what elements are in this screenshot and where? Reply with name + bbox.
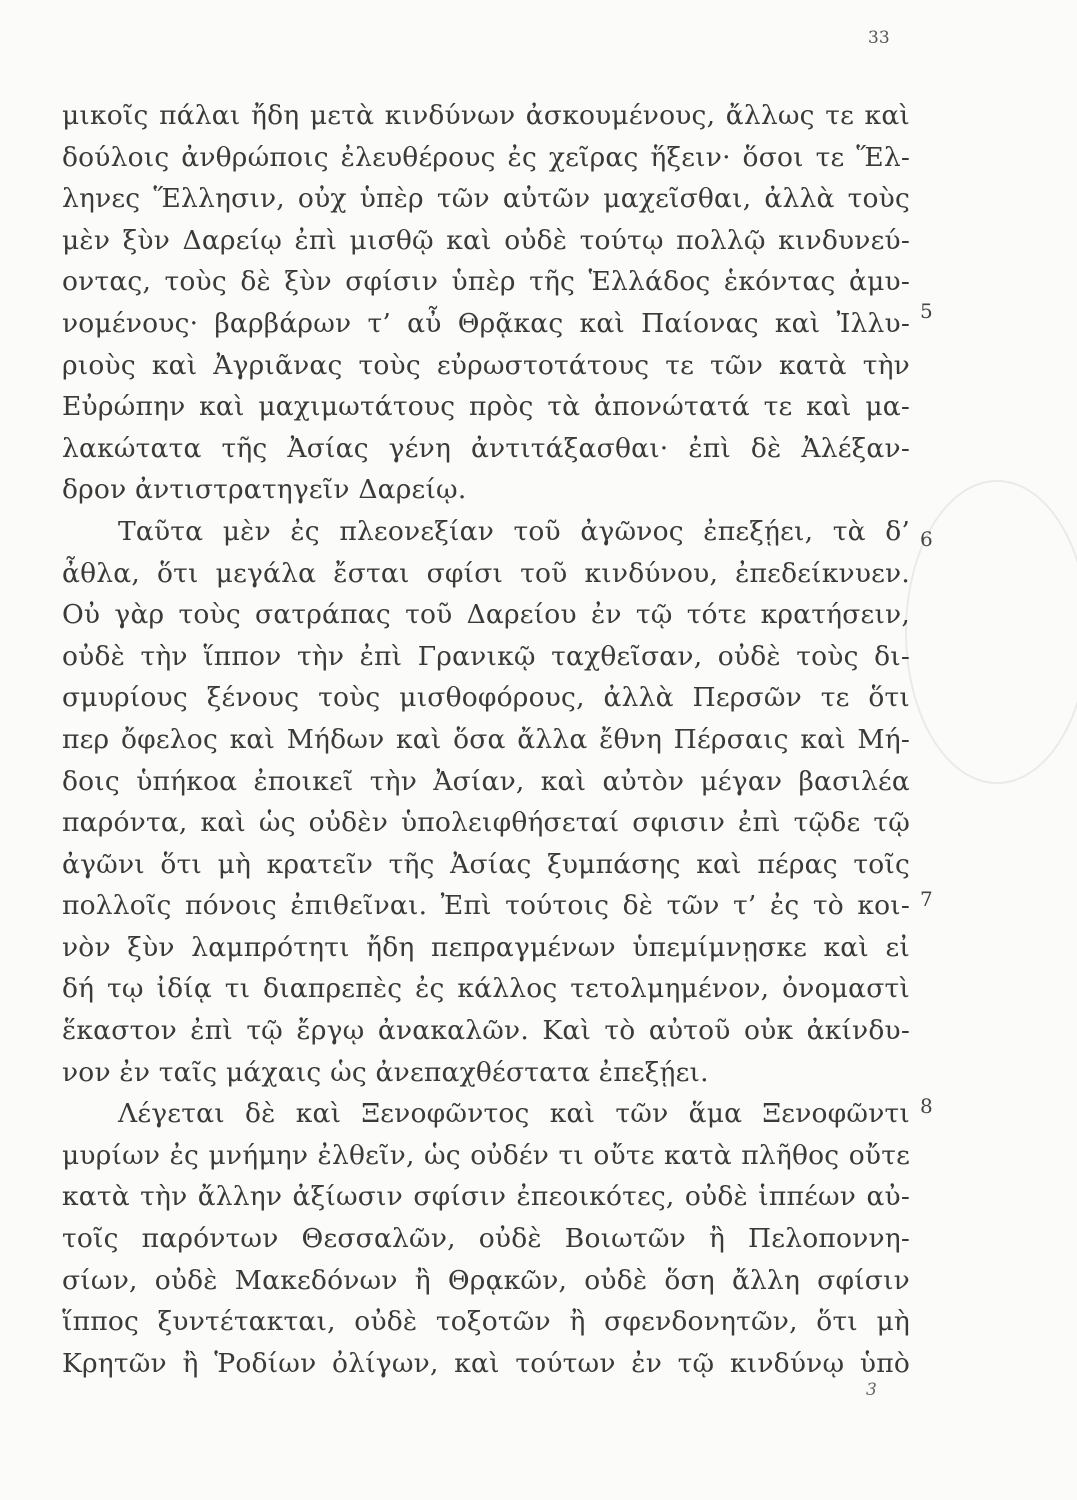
text-line: τοῖς παρόντων Θεσσαλῶν, οὐδὲ Βοιωτῶν ἢ Πελοποννη-	[62, 1223, 910, 1255]
section-number: 7	[920, 887, 933, 911]
text-line: οὐδὲ τὴν ἵππον τὴν ἐπὶ Γρανικῷ ταχθεῖσαν, οὐδὲ τοὺς δι-	[62, 640, 910, 672]
page-number: 33	[868, 28, 890, 48]
text-line: οντας, τοὺς δὲ ξὺν σφίσιν ὑπὲρ τῆς Ἑλλάδος ἑκόντας ἀμυ-	[62, 266, 910, 298]
text-line: Ταῦτα μὲν ἐς πλεονεξίαν τοῦ ἀγῶνος ἐπεξῄει, τὰ δ’	[118, 515, 910, 547]
text-line: Οὐ γὰρ τοὺς σατράπας τοῦ Δαρείου ἐν τῷ τότε κρατήσειν,	[62, 599, 910, 631]
section-number: 8	[920, 1094, 933, 1118]
text-line: ἀγῶνι ὅτι μὴ κρατεῖν τῆς Ἀσίας ξυμπάσης καὶ πέρας τοῖς	[62, 848, 910, 880]
text-line: μὲν ξὺν Δαρείῳ ἐπὶ μισθῷ καὶ οὐδὲ τούτῳ πολλῷ κινδυνεύ-	[62, 224, 910, 256]
body-text	[62, 95, 910, 1384]
printer-signature: 3	[866, 1380, 877, 1400]
text-line: κατὰ τὴν ἄλλην ἀξίωσιν σφίσιν ἐπεοικότες, οὐδὲ ἱππέων αὐ-	[62, 1181, 910, 1213]
text-line: δρον ἀντιστρατηγεῖν Δαρείῳ.	[62, 474, 467, 506]
text-line: Εὐρώπην καὶ μαχιμωτάτους πρὸς τὰ ἀπονώτατά τε καὶ μα-	[62, 391, 910, 423]
text-line: ἆθλα, ὅτι μεγάλα ἔσται σφίσι τοῦ κινδύνου, ἐπεδείκνυεν.	[62, 557, 910, 589]
text-line: παρόντα, καὶ ὡς οὐδὲν ὑπολειφθήσεταί σφισιν ἐπὶ τῷδε τῷ	[62, 807, 910, 839]
text-line: μικοῖς πάλαι ἤδη μετὰ κινδύνων ἀσκουμένους, ἄλλως τε καὶ	[62, 100, 910, 131]
text-line: λακώτατα τῆς Ἀσίας γένη ἀντιτάξασθαι· ἐπὶ δὲ Ἀλέξαν-	[62, 432, 910, 464]
text-line: περ ὄφελος καὶ Μήδων καὶ ὅσα ἄλλα ἔθνη Πέρσαις καὶ Μή-	[62, 723, 910, 755]
text-line: ριοὺς καὶ Ἀγριᾶνας τοὺς εὐρωστοτάτους τε τῶν κατὰ τὴν	[62, 349, 910, 381]
text-line: σίων, οὐδὲ Μακεδόνων ἢ Θρᾳκῶν, οὐδὲ ὅση ἄλλη σφίσιν	[62, 1264, 910, 1296]
text-line: ληνες Ἕλλησιν, οὐχ ὑπὲρ τῶν αὐτῶν μαχεῖσθαι, ἀλλὰ τοὺς	[62, 183, 910, 215]
section-number: 6	[920, 527, 933, 551]
text-line: πολλοῖς πόνοις ἐπιθεῖναι. Ἐπὶ τούτοις δὲ τῶν τ’ ἐς τὸ κοι-	[62, 890, 910, 922]
text-line: δή τῳ ἰδίᾳ τι διαπρεπὲς ἐς κάλλος τετολμημένον, ὀνομαστὶ	[62, 973, 910, 1005]
library-stamp	[905, 480, 1077, 784]
section-number: 5	[920, 299, 933, 323]
text-line: νὸν ξὺν λαμπρότητι ἤδη πεπραγμένων ὑπεμίμνῃσκε καὶ εἰ	[62, 931, 910, 963]
text-line: Λέγεται δὲ καὶ Ξενοφῶντος καὶ τῶν ἅμα Ξενοφῶντι	[118, 1098, 910, 1130]
text-line: δούλοις ἀνθρώποις ἐλευθέρους ἐς χεῖρας ἥξειν· ὅσοι τε Ἕλ-	[62, 141, 910, 173]
text-line: μυρίων ἐς μνήμην ἐλθεῖν, ὡς οὐδέν τι οὔτε κατὰ πλῆθος οὔτε	[62, 1139, 910, 1171]
text-line: νομένους· βαρβάρων τ’ αὖ Θρᾷκας καὶ Παίονας καὶ Ἰλλυ-	[62, 307, 910, 339]
text-line: σμυρίους ξένους τοὺς μισθοφόρους, ἀλλὰ Περσῶν τε ὅτι	[62, 682, 910, 714]
text-line: δοις ὑπήκοα ἐποικεῖ τὴν Ἀσίαν, καὶ αὐτὸν μέγαν βασιλέα	[62, 765, 910, 797]
text-line: ἵππος ξυντέτακται, οὐδὲ τοξοτῶν ἢ σφενδονητῶν, ὅτι μὴ	[62, 1306, 910, 1338]
text-line: Κρητῶν ἢ Ῥοδίων ὀλίγων, καὶ τούτων ἐν τῷ κινδύνῳ ὑπὸ	[62, 1347, 910, 1379]
text-line: νον ἐν ταῖς μάχαις ὡς ἀνεπαχθέστατα ἐπεξῄει.	[62, 1056, 709, 1088]
text-line: ἕκαστον ἐπὶ τῷ ἔργῳ ἀνακαλῶν. Καὶ τὸ αὐτοῦ οὐκ ἀκίνδυ-	[62, 1015, 910, 1047]
